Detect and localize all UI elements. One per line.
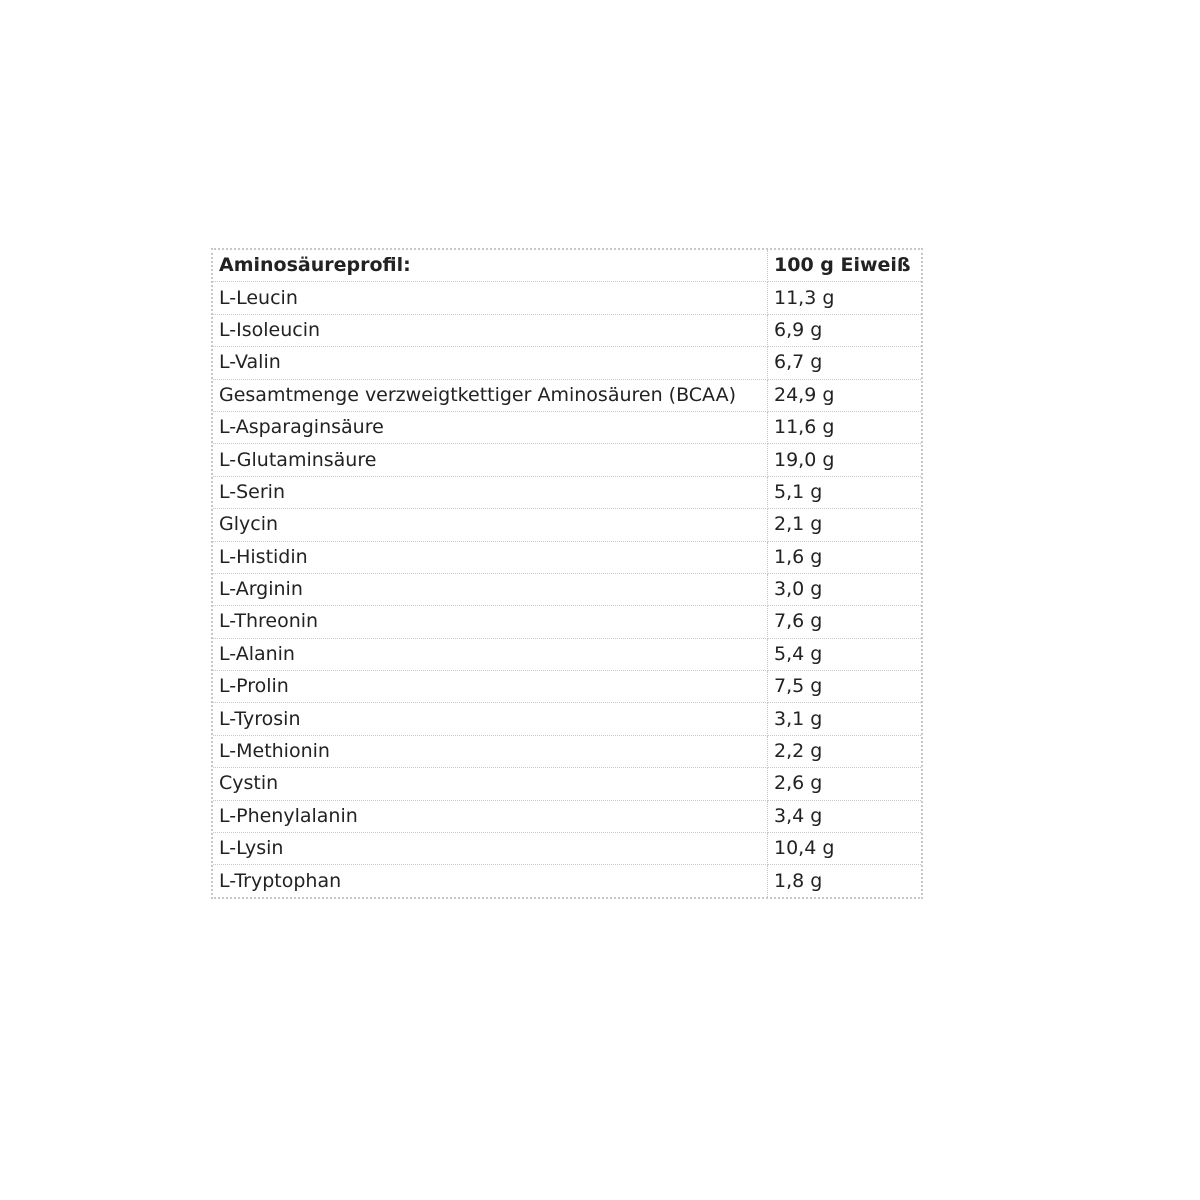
amino-acid-name-cell: L-Glutaminsäure — [213, 444, 768, 476]
table-row — [213, 768, 921, 800]
amino-acid-value-cell: 3,1 g — [768, 703, 921, 735]
amino-acid-name-cell: L-Threonin — [213, 606, 768, 638]
amino-acid-value-cell: 2,6 g — [768, 768, 921, 800]
amino-acid-profile-table — [211, 248, 923, 899]
amino-acid-name-cell: L-Prolin — [213, 671, 768, 703]
table-row — [213, 639, 921, 671]
amino-acid-profile-table-wrapper — [211, 248, 923, 899]
table-row — [213, 801, 921, 833]
amino-acid-value-cell: 6,7 g — [768, 347, 921, 379]
table-row — [213, 282, 921, 314]
amino-acid-value-cell: 24,9 g — [768, 380, 921, 412]
amino-acid-value-cell: 3,0 g — [768, 574, 921, 606]
table-row — [213, 509, 921, 541]
header-value-cell: 100 g Eiweiß — [768, 250, 921, 282]
amino-acid-name-cell: L-Serin — [213, 477, 768, 509]
amino-acid-value-cell: 3,4 g — [768, 801, 921, 833]
amino-acid-name-cell: L-Isoleucin — [213, 315, 768, 347]
table-row — [213, 736, 921, 768]
amino-acid-name-cell: L-Lysin — [213, 833, 768, 865]
table-row — [213, 347, 921, 379]
amino-acid-value-cell: 11,3 g — [768, 282, 921, 314]
amino-acid-value-cell: 5,1 g — [768, 477, 921, 509]
table-body — [213, 250, 921, 897]
amino-acid-value-cell: 19,0 g — [768, 444, 921, 476]
table-header-row — [213, 250, 921, 282]
amino-acid-name-cell: L-Histidin — [213, 542, 768, 574]
table-row — [213, 671, 921, 703]
amino-acid-value-cell: 1,6 g — [768, 542, 921, 574]
table-row — [213, 444, 921, 476]
amino-acid-value-cell: 7,6 g — [768, 606, 921, 638]
table-row — [213, 703, 921, 735]
table-row — [213, 380, 921, 412]
amino-acid-value-cell: 1,8 g — [774, 869, 823, 892]
amino-acid-value-cell: 10,4 g — [768, 833, 921, 865]
table-row — [213, 477, 921, 509]
amino-acid-name-cell: Gesamtmenge verzweigtkettiger Aminosäuren (BCAA) — [213, 380, 768, 412]
amino-acid-value-cell: 7,5 g — [768, 671, 921, 703]
amino-acid-value-cell: 5,4 g — [768, 639, 921, 671]
amino-acid-name-cell: L-Asparaginsäure — [213, 412, 768, 444]
amino-acid-value-cell: 11,6 g — [768, 412, 921, 444]
table-row — [213, 574, 921, 606]
amino-acid-name-cell: Cystin — [213, 768, 768, 800]
amino-acid-name-cell: L-Tyrosin — [213, 703, 768, 735]
table-row — [213, 315, 921, 347]
table-row — [213, 542, 921, 574]
table-row — [213, 606, 921, 638]
header-name-cell: Aminosäureprofil: — [213, 250, 768, 282]
amino-acid-value-cell: 6,9 g — [768, 315, 921, 347]
amino-acid-name-cell: Glycin — [213, 509, 768, 541]
amino-acid-name-cell: L-Tryptophan — [213, 865, 768, 896]
amino-acid-name-cell: L-Arginin — [213, 574, 768, 606]
table-row — [213, 865, 921, 896]
amino-acid-name-cell: L-Valin — [213, 347, 768, 379]
amino-acid-name-cell: L-Alanin — [213, 639, 768, 671]
amino-acid-name-cell: L-Phenylalanin — [213, 801, 768, 833]
amino-acid-name-cell: L-Methionin — [213, 736, 768, 768]
table-row — [213, 833, 921, 865]
amino-acid-value-cell: 2,2 g — [768, 736, 921, 768]
amino-acid-value-cell: 2,1 g — [768, 509, 921, 541]
table-row — [213, 412, 921, 444]
amino-acid-name-cell: L-Leucin — [213, 282, 768, 314]
